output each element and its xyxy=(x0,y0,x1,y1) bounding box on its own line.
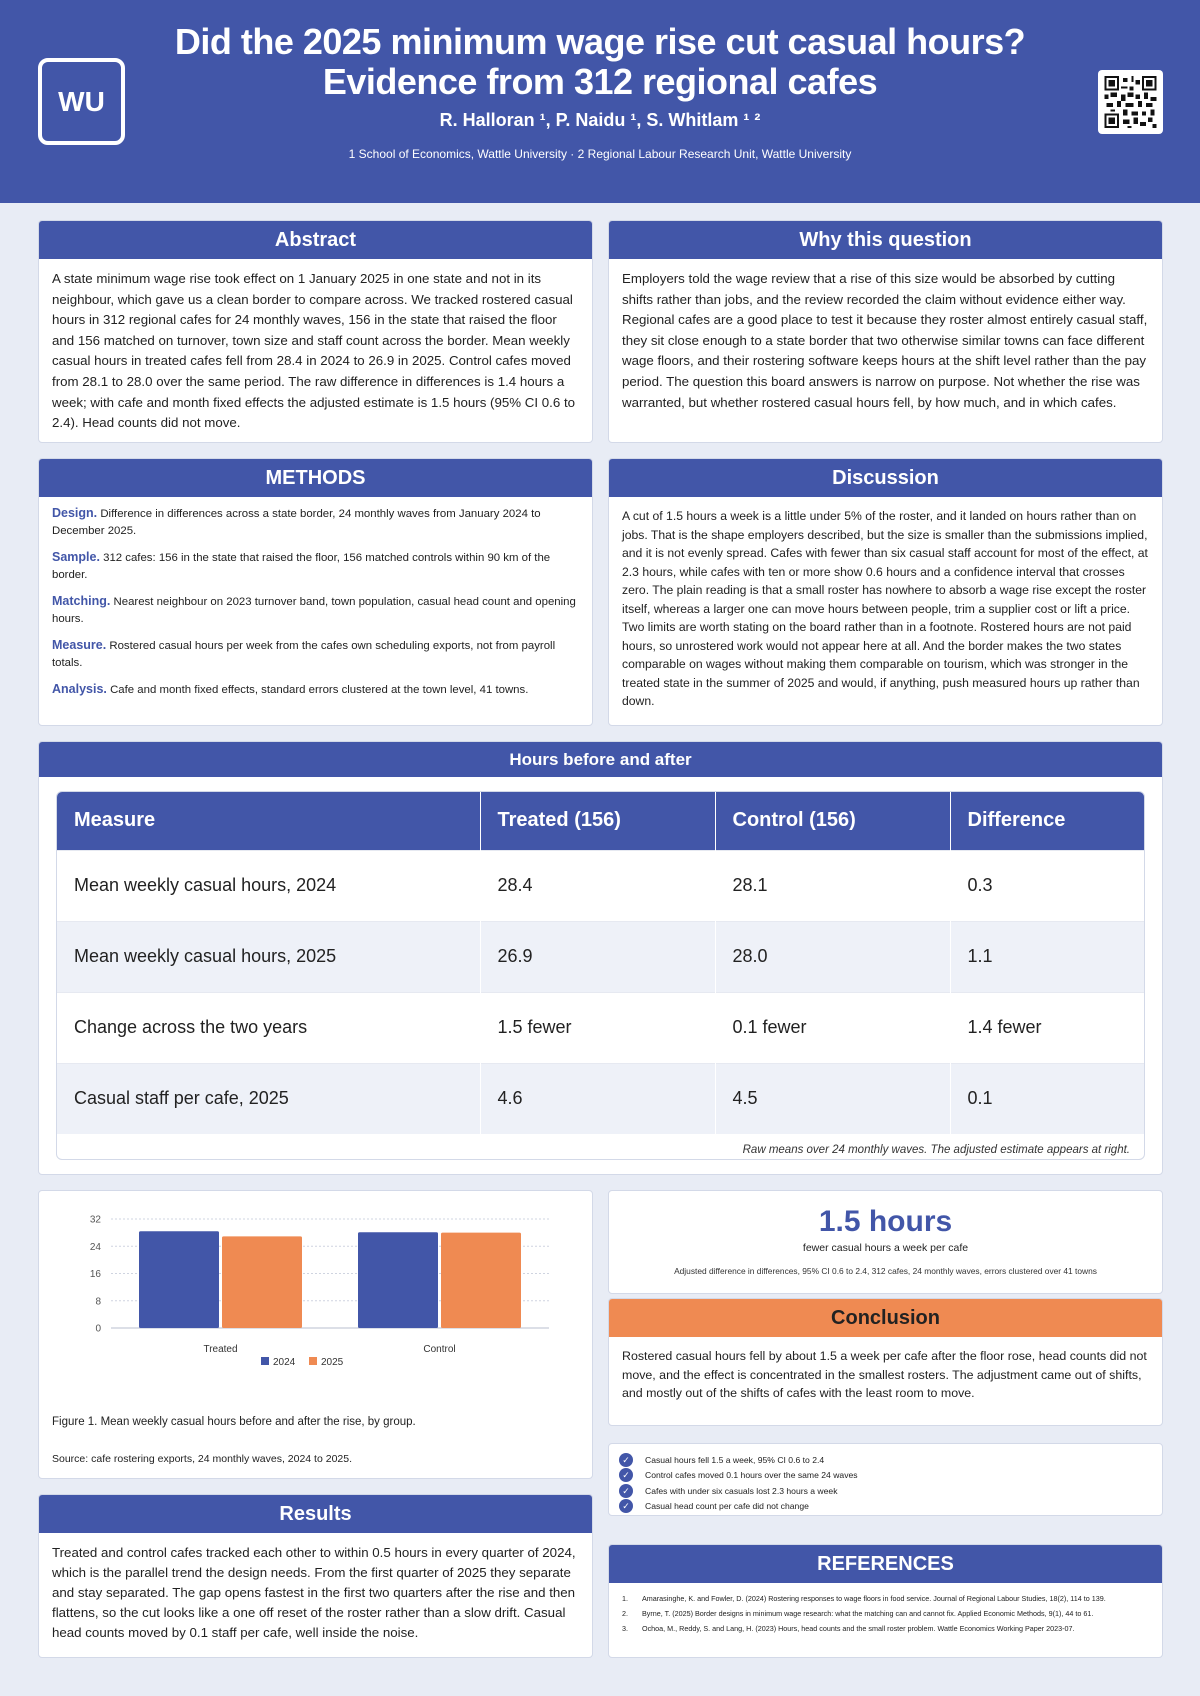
key-result-card xyxy=(608,1190,1163,1294)
x-tick-label: Control xyxy=(423,1344,456,1355)
legend-entry: 2025 xyxy=(321,1357,344,1368)
references-list xyxy=(609,1583,1162,1644)
bar-2024-treated xyxy=(139,1231,219,1328)
table-row xyxy=(57,921,1145,992)
table-cell: 26.9 xyxy=(480,921,715,992)
table-cell: 1.5 fewer xyxy=(480,992,715,1063)
key-result-subtitle: fewer casual hours a week per cafe xyxy=(802,1242,969,1254)
table-cell: 28.0 xyxy=(715,921,950,992)
methods-text: Rostered casual hours per week from the cafes own scheduling exports, not from payroll totals. xyxy=(52,640,556,669)
check-text: Cafes with under six casuals lost 2.3 hours a week xyxy=(645,1485,838,1496)
table-cell: Mean weekly casual hours, 2024 xyxy=(57,850,480,921)
figure-caption: Figure 1. Mean weekly casual hours before and after the rise, by group. xyxy=(52,1416,416,1428)
methods-label: Design. xyxy=(52,506,98,520)
list-item xyxy=(619,1499,1152,1515)
hours-table xyxy=(56,791,1145,1160)
table-row xyxy=(57,850,1145,921)
check-text: Casual head count per cafe did not change xyxy=(645,1501,809,1512)
discussion-body: A cut of 1.5 hours a week is a little under 5% of the roster, and it landed on hours rather than on jobs. That is the shape employers described, but the size is smaller than the submissions implied, and it is not evenly spread. Cafes with fewer than six casual staff account for most of the effect, at 2.3 hours, while cafes with ten or more show 0.6 hours and a confidence interval that crosses zero. The plain reading is that a small roster has nowhere to absorb a wage rise except the roster itself, whereas a larger one can move hours between people, trim a supplier cost or lift a price. Two limits are worth stating on the board rather than in a footnote. Rostered hours are not paid hours, so unrostered work would not appear here at all. And the border makes the two states comparable on wages without making them comparable on tourism, which was stronger in the treated state in the summer of 2025 and would, if anything, push measured hours up rather than down. xyxy=(622,509,1148,708)
y-tick-label: 16 xyxy=(89,1269,101,1280)
table-cell: 0.1 xyxy=(950,1063,1145,1134)
table-cell: Change across the two years xyxy=(57,992,480,1063)
table-cell: 1.1 xyxy=(950,921,1145,992)
conclusion-heading: Conclusion xyxy=(609,1299,1162,1337)
discussion-heading: Discussion xyxy=(609,459,1162,497)
legend-swatch xyxy=(261,1357,269,1365)
title-line-1: Did the 2025 minimum wage rise cut casual hours? xyxy=(174,21,1026,62)
check-icon: ✓ xyxy=(619,1484,633,1498)
reference-text: Ochoa, M., Reddy, S. and Lang, H. (2023) Hours, head counts and the small roster problem. Wattle Economics Working Paper 2023-07. xyxy=(642,1624,1075,1633)
reference-number: 3. xyxy=(622,1624,628,1633)
table-cell: 0.1 fewer xyxy=(715,992,950,1063)
check-icon: ✓ xyxy=(619,1499,633,1513)
abstract-heading: Abstract xyxy=(39,221,592,259)
checklist-card xyxy=(608,1443,1163,1516)
check-text: Control cafes moved 0.1 hours over the same 24 waves xyxy=(645,1470,858,1481)
x-tick-label: Treated xyxy=(203,1344,238,1355)
poster-header xyxy=(0,0,1200,203)
reference-item xyxy=(622,1591,1149,1606)
table-cell: 1.4 fewer xyxy=(950,992,1145,1063)
y-tick-label: 32 xyxy=(89,1214,101,1226)
references-heading: REFERENCES xyxy=(609,1545,1162,1583)
check-icon: ✓ xyxy=(619,1453,633,1467)
methods-item-design xyxy=(52,505,579,540)
why-body: Employers told the wage review that a rise of this size would be absorbed by cutting shifts rather than jobs, and the review recorded the claim without evidence either way. Regional cafes are a good place to test it because they roster almost entirely casual staff, they sit close enough to a state border that two otherwise similar towns can face different wage floors, and their rostering software keeps hours at the shift level rather than the pay period. The question this board answers is narrow on purpose. Not whether the rise was warranted, but whether rostered casual hours fell, by how much, and in which cafes. xyxy=(622,271,1148,410)
key-result-fine-print: Adjusted difference in differences, 95% CI 0.6 to 2.4, 312 cafes, 24 monthly waves, errors clustered over 41 towns xyxy=(674,1266,1097,1276)
column-header: Treated (156) xyxy=(480,792,715,850)
bar-chart xyxy=(39,1191,593,1411)
table-cell: Casual staff per cafe, 2025 xyxy=(57,1063,480,1134)
affiliations: 1 School of Economics, Wattle University · 2 Regional Labour Research Unit, Wattle University xyxy=(348,147,852,161)
reference-text: Amarasinghe, K. and Fowler, D. (2024) Rostering responses to wage floors in food service. Journal of Regional Labour Studies, 18(2), 114 to 139. xyxy=(642,1594,1106,1603)
methods-text: Cafe and month fixed effects, standard errors clustered at the town level, 41 towns. xyxy=(110,684,529,696)
results-heading: Results xyxy=(39,1495,592,1533)
list-item xyxy=(619,1452,1152,1468)
conclusion-card xyxy=(608,1298,1163,1426)
table-cell: 0.3 xyxy=(950,850,1145,921)
table-cell: 28.1 xyxy=(715,850,950,921)
results-body: Treated and control cafes tracked each other to within 0.5 hours in every quarter of 2024, which is the parallel trend the design needs. From the first quarter of 2025 they separate and stay separated. The gap opens fastest in the first two quarters after the rise and then flattens, so the cut looks like a one off reset of the roster rather than a slow drift. Casual head counts moved by 0.1 staff per cafe, well inside the noise. xyxy=(52,1545,576,1640)
y-tick-label: 24 xyxy=(89,1241,101,1253)
bar-2024-control xyxy=(358,1232,438,1328)
abstract-body: A state minimum wage rise took effect on 1 January 2025 in one state and not in its neighbour, which gave us a clean border to compare across. We tracked rostered casual hours in 312 regional cafes for 24 monthly waves, 156 in the state that raised the floor and 156 matched on turnover, town size and staff count across the border. Mean weekly casual hours in treated cafes fell from 28.4 in 2024 to 26.9 in 2025. Control cafes moved from 28.1 to 28.0 over the same period. The raw difference in differences is 1.4 hours a week; with cafe and month fixed effects the adjusted estimate is 1.5 hours (95% CI 0.6 to 2.4). Head counts did not move. xyxy=(52,271,576,431)
authors: R. Halloran ¹, P. Naidu ¹, S. Whitlam ¹ ² xyxy=(439,110,761,130)
methods-body xyxy=(39,497,592,716)
why-card xyxy=(608,220,1163,443)
table-cell: 4.6 xyxy=(480,1063,715,1134)
reference-number: 2. xyxy=(622,1609,628,1618)
table-cell: 28.4 xyxy=(480,850,715,921)
methods-item-sample xyxy=(52,549,579,584)
reference-item xyxy=(622,1606,1149,1621)
reference-text: Byrne, T. (2025) Border designs in minimum wage research: what the matching can and cannot fix. Applied Economic Methods, 9(1), 44 to 61. xyxy=(642,1609,1094,1618)
bar-2025-treated xyxy=(222,1236,302,1328)
figure-card xyxy=(38,1190,593,1479)
figure-source: Source: cafe rostering exports, 24 monthly waves, 2024 to 2025. xyxy=(52,1453,353,1465)
key-result-value: 1.5 hours xyxy=(818,1205,953,1238)
list-item xyxy=(619,1468,1152,1484)
title-line-2: Evidence from 312 regional cafes xyxy=(322,61,878,102)
methods-label: Matching. xyxy=(52,594,111,608)
methods-label: Analysis. xyxy=(52,682,107,696)
poster-title xyxy=(140,22,1060,102)
legend-entry: 2024 xyxy=(273,1357,296,1368)
check-icon: ✓ xyxy=(619,1468,633,1482)
y-tick-label: 0 xyxy=(95,1323,101,1335)
why-heading: Why this question xyxy=(609,221,1162,259)
abstract-card xyxy=(38,220,593,443)
y-tick-label: 8 xyxy=(95,1296,101,1308)
table-note: Raw means over 24 monthly waves. The adjusted estimate appears at right. xyxy=(742,1144,1130,1156)
table-header-row xyxy=(57,792,1145,850)
references-card xyxy=(608,1544,1163,1658)
table-cell: Mean weekly casual hours, 2025 xyxy=(57,921,480,992)
methods-text: Nearest neighbour on 2023 turnover band, town population, casual head count and opening hours. xyxy=(52,596,576,625)
methods-item-analysis xyxy=(52,681,579,699)
table-row xyxy=(57,1063,1145,1134)
list-item xyxy=(619,1483,1152,1499)
methods-text: Difference in differences across a state border, 24 monthly waves from January 2024 to December 2025. xyxy=(52,508,541,537)
legend-swatch xyxy=(309,1357,317,1365)
hours-table-heading: Hours before and after xyxy=(39,742,1162,777)
qr-code-icon[interactable] xyxy=(1098,70,1163,134)
column-header: Difference xyxy=(950,792,1145,850)
results-card xyxy=(38,1494,593,1658)
table-cell: 4.5 xyxy=(715,1063,950,1134)
university-logo: WU xyxy=(38,58,125,145)
methods-text: 312 cafes: 156 in the state that raised the floor, 156 matched controls within 90 km of the border. xyxy=(52,552,551,581)
discussion-card xyxy=(608,458,1163,726)
methods-item-matching xyxy=(52,593,579,628)
methods-label: Measure. xyxy=(52,638,107,652)
reference-number: 1. xyxy=(622,1594,628,1603)
column-header: Measure xyxy=(57,792,480,850)
column-header: Control (156) xyxy=(715,792,950,850)
methods-card xyxy=(38,458,593,726)
methods-heading: METHODS xyxy=(39,459,592,497)
conclusion-body: Rostered casual hours fell by about 1.5 a week per cafe after the floor rose, head counts did not move, and the effect is concentrated in the smallest rosters. The adjustment came out of shifts, and mostly out of the shifts of cafes with the least room to move. xyxy=(622,1349,1147,1401)
bar-2025-control xyxy=(441,1233,521,1328)
checklist xyxy=(609,1444,1162,1516)
table-row xyxy=(57,992,1145,1063)
reference-item xyxy=(622,1621,1149,1636)
methods-label: Sample. xyxy=(52,550,100,564)
methods-item-measure xyxy=(52,637,579,672)
check-text: Casual hours fell 1.5 a week, 95% CI 0.6 to 2.4 xyxy=(645,1454,825,1465)
